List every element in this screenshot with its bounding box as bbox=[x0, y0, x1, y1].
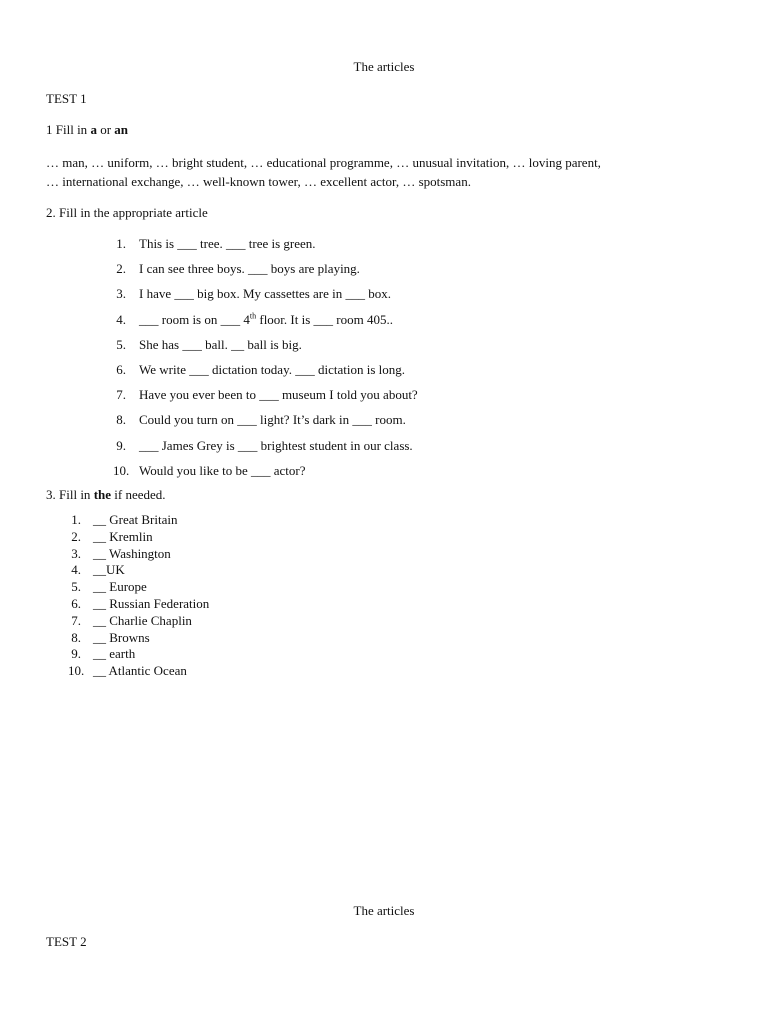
item-number: 10. bbox=[113, 462, 130, 478]
item-number: 10. bbox=[68, 663, 85, 679]
section-2-heading: 2. Fill in the appropriate article bbox=[46, 205, 208, 220]
page-2-title: The articles bbox=[353, 903, 415, 918]
item-text-sup: th bbox=[249, 311, 257, 321]
item-number: 9. bbox=[116, 437, 126, 453]
section-3-bold-the: the bbox=[93, 487, 112, 502]
item-text: This is ___ tree. ___ tree is green. bbox=[139, 236, 316, 251]
section-1-heading bbox=[46, 122, 128, 138]
item-text-post: floor. It is ___ room 405.. bbox=[256, 311, 393, 327]
item-text: __ Browns bbox=[93, 629, 150, 645]
item-number: 1. bbox=[71, 512, 81, 527]
item-number: 8. bbox=[71, 629, 81, 645]
item-number: 8. bbox=[116, 412, 126, 428]
item-text: __ Europe bbox=[93, 579, 147, 595]
item-number: 2. bbox=[71, 528, 81, 544]
item-number: 7. bbox=[71, 612, 81, 628]
item-number: 1. bbox=[116, 236, 126, 251]
section-1-middle: or bbox=[96, 122, 115, 137]
item-number: 4. bbox=[71, 562, 81, 578]
item-text: __UK bbox=[93, 562, 125, 578]
item-text: __ Washington bbox=[93, 545, 171, 561]
item-text: She has ___ ball. __ ball is big. bbox=[139, 336, 302, 352]
section-1-bold-a: a bbox=[90, 122, 97, 137]
page-2-test-label: TEST 2 bbox=[46, 934, 87, 949]
item-number: 6. bbox=[71, 595, 81, 611]
section-1-prefix: 1 Fill in bbox=[46, 122, 91, 137]
item-text: Could you turn on ___ light? It’s dark in ___ room. bbox=[139, 412, 406, 428]
section-3-suffix: if needed. bbox=[111, 487, 166, 502]
item-number: 4. bbox=[116, 311, 126, 327]
item-number: 3. bbox=[116, 286, 126, 302]
item-number: 6. bbox=[116, 361, 126, 377]
item-text: Would you like to be ___ actor? bbox=[139, 462, 306, 478]
item-number: 9. bbox=[71, 646, 81, 662]
section-1-words-line-2: … international exchange, … well-known tower, … excellent actor, … spotsman. bbox=[46, 174, 471, 189]
test-label: TEST 1 bbox=[46, 91, 87, 106]
section-3-prefix: 3. Fill in bbox=[46, 487, 94, 502]
item-number: 5. bbox=[116, 336, 126, 352]
item-text: Have you ever been to ___ museum I told you about? bbox=[139, 387, 418, 403]
item-text bbox=[139, 310, 393, 329]
section-1-words-line-1: … man, … uniform, … bright student, … educational programme, … unusual invitation, … loving parent, bbox=[46, 155, 601, 170]
item-text: ___ James Grey is ___ brightest student in our class. bbox=[139, 437, 413, 453]
item-text: I have ___ big box. My cassettes are in ___ box. bbox=[139, 286, 392, 302]
item-text: __ Charlie Chaplin bbox=[93, 612, 192, 628]
item-number: 2. bbox=[116, 261, 126, 277]
section-1-bold-an: an bbox=[114, 122, 129, 137]
item-text: We write ___ dictation today. ___ dictation is long. bbox=[139, 361, 406, 377]
item-number: 7. bbox=[116, 387, 126, 403]
item-text: __ earth bbox=[93, 646, 136, 662]
item-text: __ Russian Federation bbox=[93, 595, 210, 611]
item-text: __ Atlantic Ocean bbox=[93, 663, 187, 679]
item-number: 5. bbox=[71, 579, 81, 595]
section-3-heading bbox=[46, 487, 166, 503]
item-text: __ Kremlin bbox=[93, 528, 153, 544]
item-text: I can see three boys. ___ boys are playing. bbox=[139, 261, 360, 277]
page-title: The articles bbox=[353, 59, 415, 74]
item-number: 3. bbox=[71, 545, 81, 561]
item-text-pre: ___ room is on ___ 4 bbox=[139, 311, 250, 327]
item-text: __ Great Britain bbox=[93, 512, 178, 527]
